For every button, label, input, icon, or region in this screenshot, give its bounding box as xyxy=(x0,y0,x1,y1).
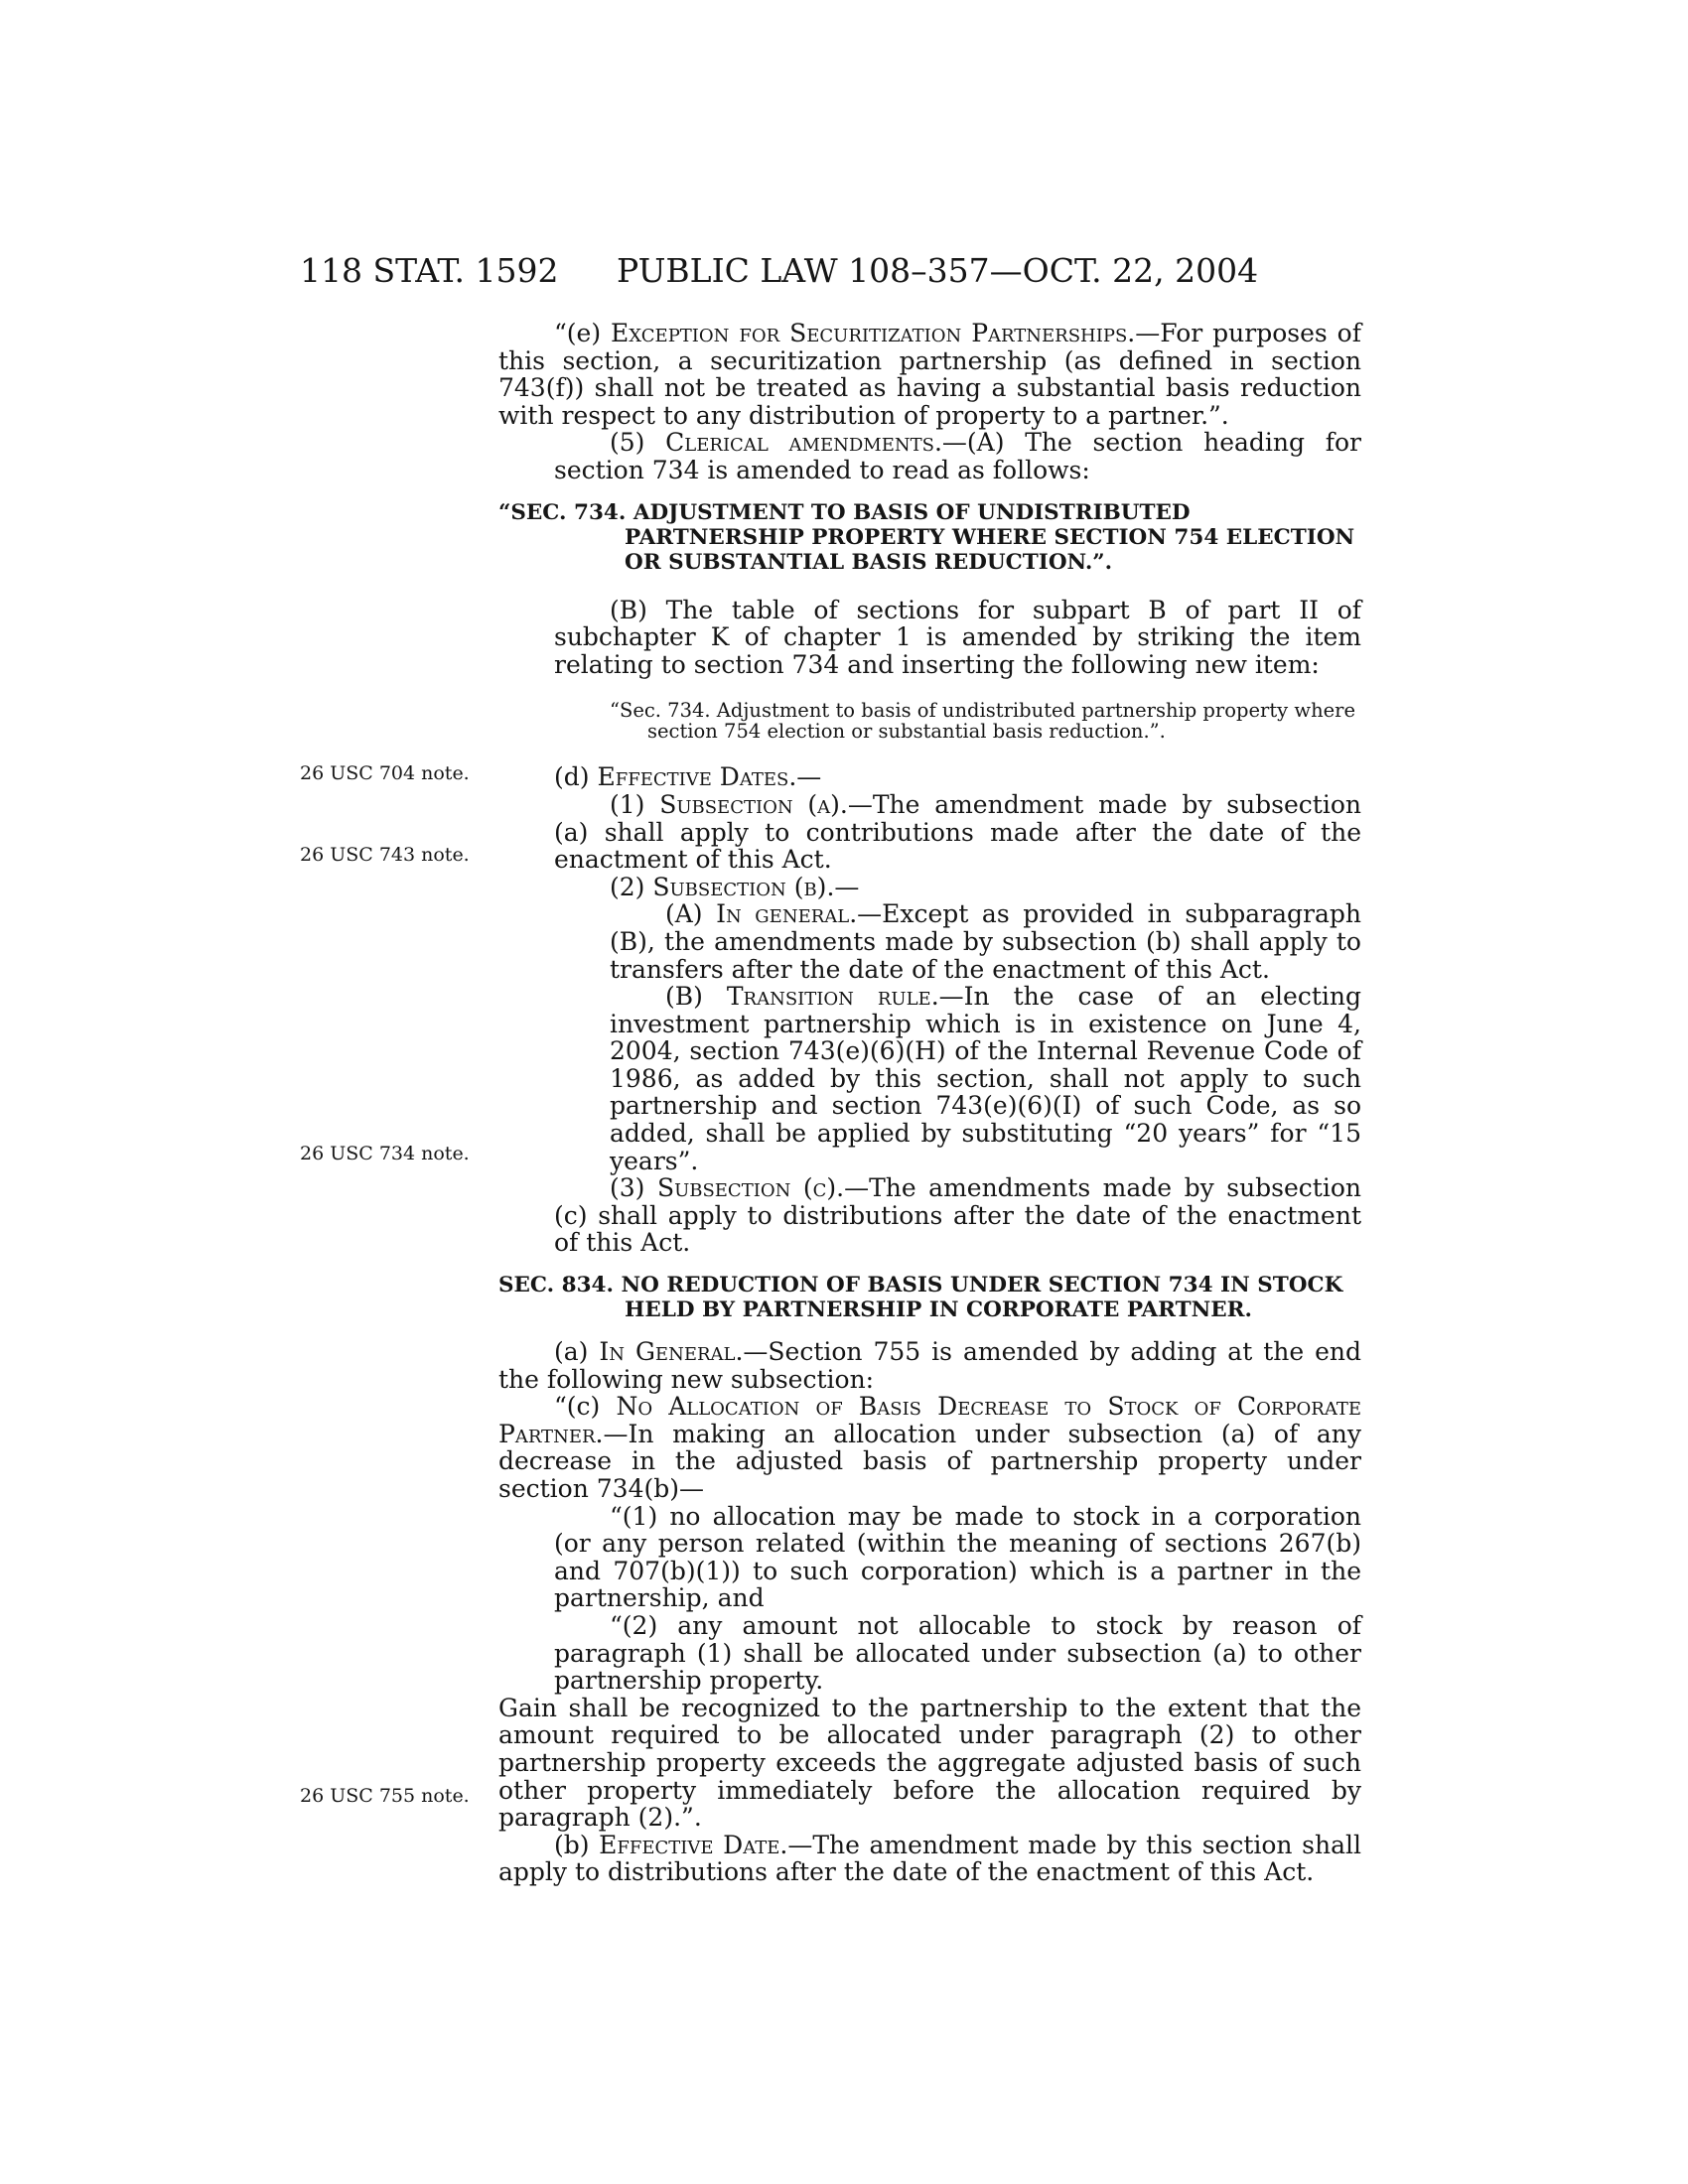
paragraph-c2: “(2) any amount not allocable to stock by reason of paragraph (1) shall be allocated under subsection (a) to other partnership property. xyxy=(554,1610,1361,1696)
section-734-heading: “SEC. 734. ADJUSTMENT TO BASIS OF UNDISTRIBUTED PARTNERSHIP PROPERTY WHERE SECTION 754 ELECTION OR SUBSTANTIAL BASIS REDUCTION.”. xyxy=(498,499,1355,575)
subsection-d-heading: (d) Effective Dates.— xyxy=(554,762,822,792)
margin-note-704: 26 USC 704 note. xyxy=(300,762,470,784)
subparagraph-d2a: (A) In general.—Except as provided in subparagraph (B), the amendments made by subsection (b) shall apply to transfers after the date of the enactment of this Act. xyxy=(610,899,1361,984)
document-body xyxy=(498,320,1361,1886)
page-running-title: PUBLIC LAW 108–357—OCT. 22, 2004 xyxy=(617,251,1259,290)
paragraph-d2: (2) Subsection (b).— xyxy=(610,872,860,901)
paragraph-c1: “(1) no allocation may be made to stock in a corporation (or any person related (within the meaning of sections 267(b) and 707(b)(1)) to such corporation) which is a partner in the partnership, and xyxy=(554,1501,1361,1613)
subparagraph-d2b: (B) Transition rule.—In the case of an electing investment partnership which is in existence on June 4, 2004, section 743(e)(6)(H) of the Internal Revenue Code of 1986, as added by this section, shall not apply to such partnership and section 743(e)(6)(I) of such Code, as so added, shall be applied by substituting “20 years” for “15 years”. xyxy=(610,982,1361,1175)
margin-note-755: 26 USC 755 note. xyxy=(300,1785,470,1807)
stat-page-number: 118 STAT. 1592 xyxy=(300,251,559,290)
section-834-heading: SEC. 834. NO REDUCTION OF BASIS UNDER SECTION 734 IN STOCK HELD BY PARTNERSHIP IN CORPORATE PARTNER. xyxy=(498,1273,1343,1323)
margin-note-743: 26 USC 743 note. xyxy=(300,844,470,866)
paragraph-5b: (B) The table of sections for subpart B of part II of subchapter K of chapter 1 is amended by striking the item relating to section 734 and inserting the following new item: xyxy=(554,595,1361,679)
section-834-subsection-a: (a) In General.—Section 755 is amended by adding at the end the following new subsection: xyxy=(498,1337,1362,1394)
subsection-e: “(e) Exception for Securitization Partnerships.—For purposes of this section, a securitization partnership (as defined in section 743(f)) shall not be treated as having a substantial basis reduction with respect to any distribution of property to a partner.”. xyxy=(498,319,1361,430)
subsection-c: “(c) No Allocation of Basis Decrease to Stock of Corporate Partner.—In making an allocation under subsection (a) of any decrease in the adjusted basis of partnership property under section 734(b)— xyxy=(498,1392,1361,1503)
paragraph-d3: (3) Subsection (c).—The amendments made by subsection (c) shall apply to distributions after the date of the enactment of this Act. xyxy=(554,1173,1361,1258)
margin-note-734: 26 USC 734 note. xyxy=(300,1143,470,1164)
paragraph-d1: (1) Subsection (a).—The amendment made by subsection (a) shall apply to contributions made after the date of the enactment of this Act. xyxy=(554,789,1361,875)
gain-recognition-text: Gain shall be recognized to the partnership to the extent that the amount required to be allocated under paragraph (2) to other partnership property exceeds the aggregate adjusted basis of such other property immediately before the allocation required by paragraph (2).”. xyxy=(498,1693,1361,1833)
section-834-subsection-b: (b) Effective Date.—The amendment made by this section shall apply to distributions after the date of the enactment of this Act. xyxy=(498,1830,1361,1887)
table-of-sections-item: “Sec. 734. Adjustment to basis of undistributed partnership property where section 754 election or substantial basis reduction.”. xyxy=(610,699,1356,744)
paragraph-5: (5) Clerical amendments.—(A) The section heading for section 734 is amended to read as follows: xyxy=(554,428,1362,484)
